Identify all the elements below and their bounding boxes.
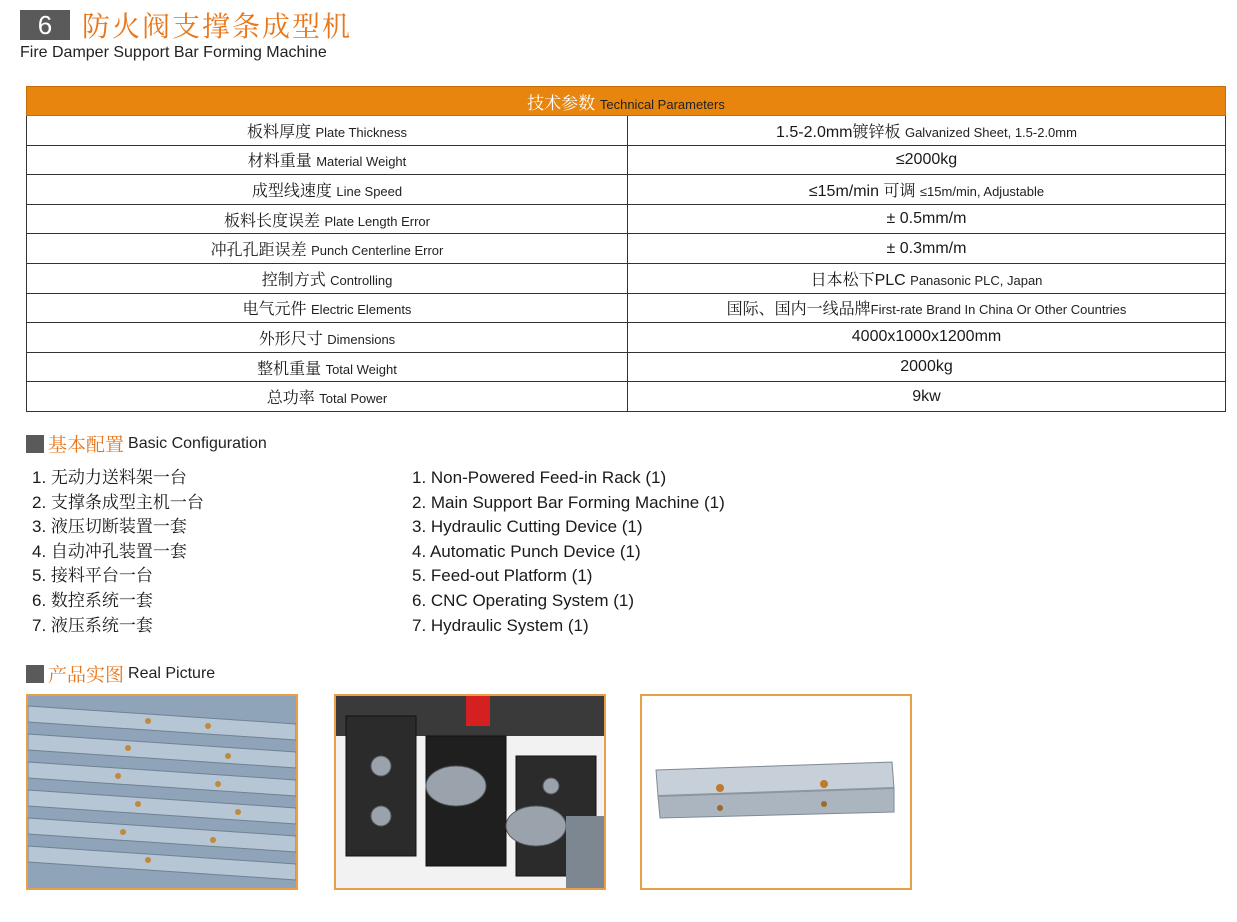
table-title-en: Technical Parameters [599,96,725,112]
page-title-cn: 防火阀支撑条成型机 [82,10,353,43]
config-title-cn: 基本配置 [48,435,125,456]
list-item: 4. Automatic Punch Device (1) [412,541,641,561]
list-item: 5. Feed-out Platform (1) [412,566,593,586]
param-key: 控制方式 Controlling [27,263,628,293]
forming-rollers-illustration [336,696,604,888]
param-value: 1.5-2.0mm镀锌板 Galvanized Sheet, 1.5-2.0mm [628,116,1226,146]
list-item: 2. 支撑条成型主机一台 [32,492,204,512]
picture-title-cn: 产品实图 [48,665,125,686]
page-title-en: Fire Damper Support Bar Forming Machine [20,44,327,61]
list-item: 7. Hydraulic System (1) [412,615,589,635]
list-item: 2. Main Support Bar Forming Machine (1) [412,492,725,512]
param-key: 外形尺寸 Dimensions [27,323,628,353]
param-key: 成型线速度 Line Speed [27,175,628,205]
param-value: 4000x1000x1200mm [628,323,1226,353]
param-value: ± 0.3mm/m [628,234,1226,264]
param-value: 日本松下PLC Panasonic PLC, Japan [628,263,1226,293]
param-key: 整机重量 Total Weight [27,352,628,382]
list-item: 1. Non-Powered Feed-in Rack (1) [412,468,667,487]
param-value: 9kw [628,382,1226,412]
param-value: 2000kg [628,352,1226,382]
list-item: 7. 液压系统一套 [32,615,153,635]
list-item: 3. 液压切断装置一套 [32,517,187,537]
table-row [27,263,1226,293]
table-row [27,175,1226,205]
config-list-cn [32,466,204,638]
table-row [27,352,1226,382]
real-picture-heading [26,660,215,687]
table-row [27,323,1226,353]
param-key: 冲孔孔距误差 Punch Centerline Error [27,234,628,264]
table-title-cn: 技术参数 [527,93,596,113]
param-key: 板料长度误差 Plate Length Error [27,204,628,234]
table-header [27,87,1226,116]
page-header [20,8,352,62]
table-row [27,116,1226,146]
table-row [27,145,1226,175]
param-key: 材料重量 Material Weight [27,145,628,175]
section-number: 6 [20,10,70,40]
photo-stacked-bars [26,694,298,890]
param-key: 板料厚度 Plate Thickness [27,116,628,146]
photo-support-bar [640,694,912,890]
param-value: 国际、国内一线品牌First-rate Brand In China Or Other Countries [628,293,1226,323]
photo-forming-rollers [334,694,606,890]
list-item: 6. CNC Operating System (1) [412,590,635,610]
table-row [27,293,1226,323]
param-value: ≤15m/min 可调 ≤15m/min, Adjustable [628,175,1226,205]
table-row [27,234,1226,264]
config-title-en: Basic Configuration [128,434,267,452]
list-item: 1. 无动力送料架一台 [32,468,187,487]
technical-parameters-table [26,86,1226,412]
table-row [27,382,1226,412]
param-key: 电气元件 Electric Elements [27,293,628,323]
list-item: 3. Hydraulic Cutting Device (1) [412,517,643,537]
section-marker [26,665,44,683]
support-bar-illustration [642,696,910,888]
param-value: ± 0.5mm/m [628,204,1226,234]
config-list-en [412,466,725,638]
list-item: 4. 自动冲孔装置一套 [32,541,187,561]
basic-configuration-heading [26,430,267,457]
table-row [27,204,1226,234]
picture-title-en: Real Picture [128,664,216,682]
param-key: 总功率 Total Power [27,382,628,412]
stacked-bars-illustration [28,696,296,888]
list-item: 6. 数控系统一套 [32,590,153,610]
section-marker [26,435,44,453]
list-item: 5. 接料平台一台 [32,566,153,586]
param-value: ≤2000kg [628,145,1226,175]
